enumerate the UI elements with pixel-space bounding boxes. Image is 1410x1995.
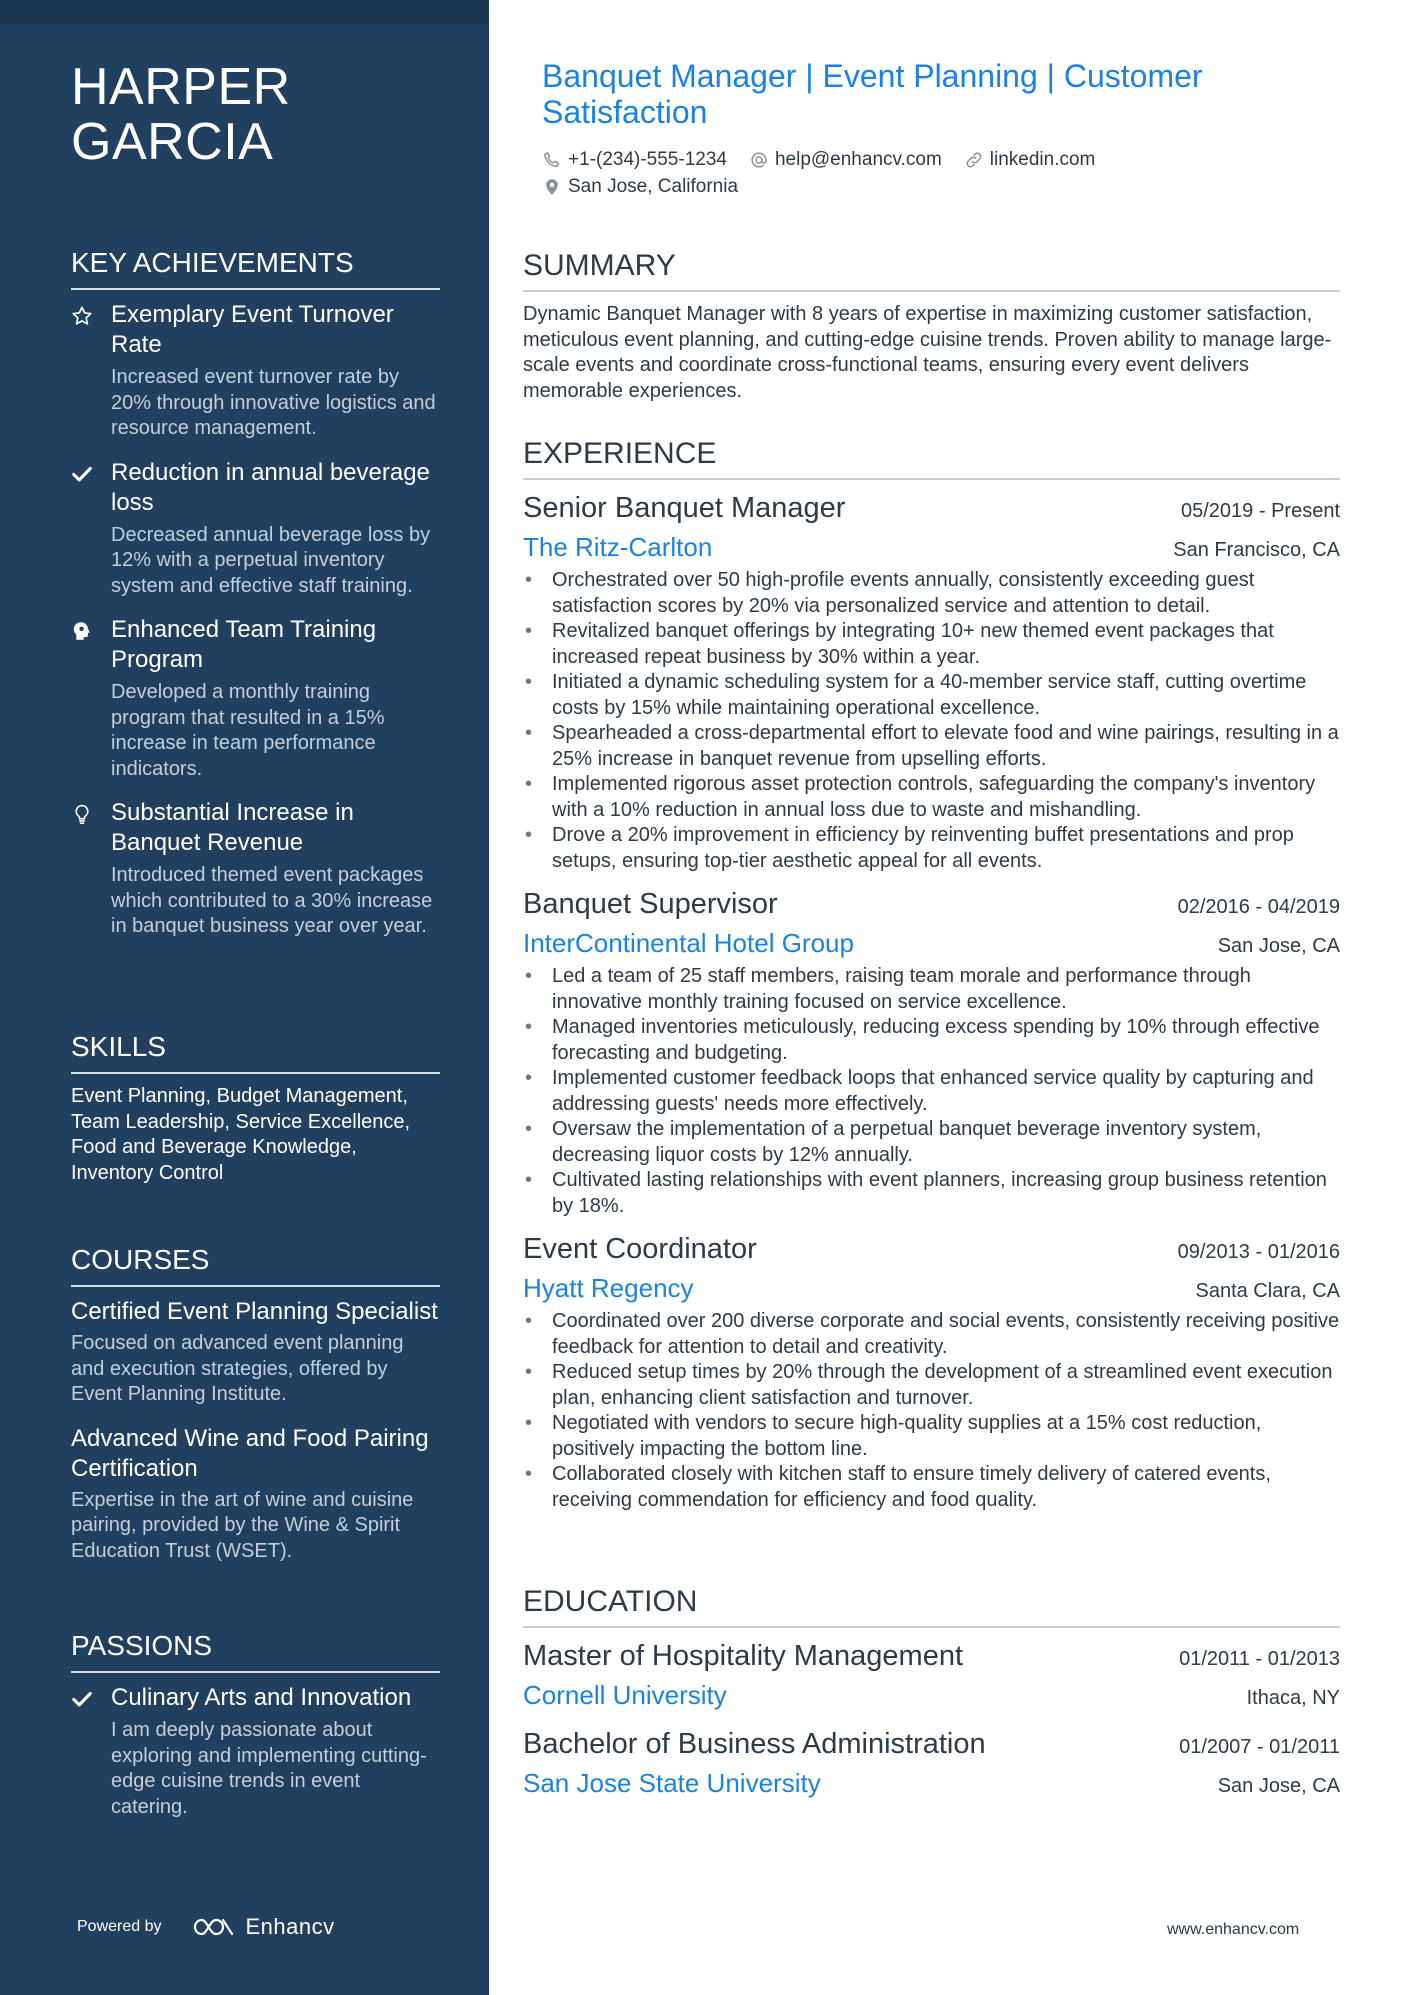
- passions-section: [71, 1629, 440, 1836]
- location-row: [542, 176, 760, 198]
- education-date: 01/2011 - 01/2013: [1179, 1648, 1340, 1670]
- enhancv-logo[interactable]: [190, 1914, 335, 1940]
- job-title: Senior Banquet Manager: [523, 492, 846, 524]
- job-bullets: [523, 568, 1340, 874]
- job-bullet: • Led a team of 25 staff members, raising team morale and performance through innovative monthly training focused on service excellence.: [523, 964, 1340, 1015]
- job-location: San Jose, CA: [1217, 935, 1340, 957]
- job-bullet: • Orchestrated over 50 high-profile events annually, consistently exceeding guest satisfaction scores by 20% via personalized service and attention to detail.: [523, 568, 1340, 619]
- skills-section: [71, 1030, 440, 1186]
- education-entry: [523, 1726, 1340, 1800]
- school-name: Cornell University: [523, 1680, 727, 1710]
- last-name: GARCIA: [71, 113, 274, 171]
- school-location: San Jose, CA: [1217, 1775, 1340, 1797]
- check-icon: [71, 1683, 111, 1820]
- job-title: Event Coordinator: [523, 1233, 757, 1265]
- job-bullet: • Spearheaded a cross-departmental effort to elevate food and wine pairings, resulting in a 25% increase in banquet revenue from upselling efforts.: [523, 721, 1340, 772]
- achievement-desc: Decreased annual beverage loss by 12% with a perpetual inventory system and effective staff training.: [111, 523, 431, 597]
- sidebar-top-bar: [0, 0, 489, 24]
- job-entry: [523, 886, 1340, 1219]
- at-icon: [749, 150, 769, 170]
- job-title: Banquet Supervisor: [523, 888, 778, 920]
- summary-heading: SUMMARY: [523, 248, 1340, 292]
- job-date: 05/2019 - Present: [1181, 500, 1340, 522]
- achievement-title: Substantial Increase in Banquet Revenue: [111, 799, 354, 856]
- job-location: San Francisco, CA: [1173, 539, 1340, 561]
- job-company: InterContinental Hotel Group: [523, 928, 854, 958]
- job-entry: [523, 1231, 1340, 1513]
- experience-heading: EXPERIENCE: [523, 436, 1340, 480]
- first-name: HARPER: [71, 58, 291, 116]
- education-section: [523, 1584, 1340, 1814]
- job-bullet: • Coordinated over 200 diverse corporate and social events, consistently receiving positive feedback for attention to detail and creativity.: [523, 1309, 1340, 1360]
- passion-desc: I am deeply passionate about exploring and implementing cutting-edge cuisine trends in event catering.: [111, 1719, 427, 1818]
- lightbulb-icon: [71, 798, 111, 940]
- course-desc: Expertise in the art of wine and cuisine pairing, provided by the Wine & Spirit Education Trust (WSET).: [71, 1488, 414, 1562]
- achievement-desc: Increased event turnover rate by 20% through innovative logistics and resource management.: [111, 366, 436, 439]
- achievement-desc: Introduced themed event packages which contributed to a 30% increase in banquet business year over year.: [111, 864, 433, 937]
- course-desc: Focused on advanced event planning and execution strategies, offered by Event Planning Institute.: [71, 1332, 404, 1405]
- contact-location: [542, 176, 738, 198]
- summary-section: [523, 248, 1340, 404]
- skills-heading: SKILLS: [71, 1030, 440, 1074]
- sidebar: [0, 0, 489, 1995]
- job-bullet: • Revitalized banquet offerings by integrating 10+ new themed event packages that increased repeat business by 30% within a year.: [523, 619, 1340, 670]
- job-bullet: • Initiated a dynamic scheduling system for a 40-member service staff, cutting overtime costs by 15% while maintaining operational excellence.: [523, 670, 1340, 721]
- achievement-title: Reduction in annual beverage loss: [111, 458, 430, 516]
- job-bullet: • Oversaw the implementation of a perpetual banquet beverage inventory system, decreasing liquor costs by 12% annually.: [523, 1117, 1340, 1168]
- school-name: San Jose State University: [523, 1768, 821, 1798]
- contact-email[interactable]: [749, 149, 942, 171]
- courses-heading: COURSES: [71, 1243, 440, 1287]
- job-bullets: [523, 964, 1340, 1219]
- footer-url[interactable]: www.enhancv.com: [1167, 1921, 1300, 1938]
- phone-icon: [542, 150, 562, 170]
- achievement-title: Exemplary Event Turnover Rate: [111, 301, 394, 358]
- powered-by-label: Powered by: [77, 1918, 162, 1935]
- link-icon: [964, 150, 984, 170]
- job-bullet: • Implemented customer feedback loops that enhanced service quality by capturing and addressing guests' needs more effectively.: [523, 1066, 1340, 1117]
- location-text: San Jose, California: [568, 176, 739, 197]
- job-date: 09/2013 - 01/2016: [1177, 1241, 1340, 1263]
- achievement-item: [71, 300, 440, 442]
- job-bullet: • Drove a 20% improvement in efficiency by reinventing buffet presentations and prop setups, ensuring top-tier aesthetic appeal for all events.: [523, 823, 1340, 874]
- email-text: help@enhancv.com: [774, 149, 942, 170]
- linkedin-text: linkedin.com: [989, 149, 1096, 170]
- candidate-name: [71, 60, 291, 170]
- education-date: 01/2007 - 01/2011: [1179, 1736, 1340, 1758]
- job-bullet: • Reduced setup times by 20% through the development of a streamlined event execution plan, enhancing client satisfaction and turnover.: [523, 1360, 1340, 1411]
- enhancv-brand: Enhancv: [245, 1914, 335, 1939]
- star-icon: [71, 300, 111, 442]
- head-icon: [71, 615, 111, 782]
- achievement-desc: Developed a monthly training program that resulted in a 15% increase in team performance indicators.: [111, 681, 385, 780]
- job-bullet: • Negotiated with vendors to secure high-quality supplies at a 15% cost reduction, positively impacting the bottom line.: [523, 1411, 1340, 1462]
- key-achievements-section: [71, 246, 440, 956]
- course-item: [71, 1297, 440, 1408]
- powered-by: [77, 1914, 335, 1940]
- contact-linkedin[interactable]: [964, 149, 1096, 171]
- passion-title: Culinary Arts and Innovation: [111, 1684, 412, 1711]
- degree-title: Master of Hospitality Management: [523, 1640, 964, 1672]
- experience-section: [523, 436, 1340, 1525]
- contact-row: [542, 149, 1117, 171]
- job-entry: [523, 490, 1340, 874]
- headline: Banquet Manager | Event Planning | Customer Satisfaction: [542, 58, 1203, 130]
- course-title: Certified Event Planning Specialist: [71, 1298, 438, 1325]
- job-bullet: • Implemented rigorous asset protection controls, safeguarding the company's inventory with a 10% reduction in annual loss due to waste and mishandling.: [523, 772, 1340, 823]
- job-company: The Ritz-Carlton: [523, 532, 713, 562]
- location-pin-icon: [542, 177, 562, 197]
- contact-phone[interactable]: [542, 149, 727, 171]
- job-location: Santa Clara, CA: [1195, 1280, 1340, 1302]
- infinity-icon: [190, 1915, 238, 1939]
- education-entry: [523, 1638, 1340, 1712]
- job-date: 02/2016 - 04/2019: [1177, 896, 1340, 918]
- job-bullet: • Managed inventories meticulously, reducing excess spending by 10% through effective forecasting and budgeting.: [523, 1015, 1340, 1066]
- achievement-item: [71, 615, 440, 782]
- course-item: [71, 1424, 440, 1565]
- summary-text: Dynamic Banquet Manager with 8 years of expertise in maximizing customer satisfaction, meticulous event planning, and cutting-edge cuisine trends. Proven ability to manage large-scale events and coordinate cross-functional teams, ensuring every event delivers memorable experiences.: [523, 303, 1332, 402]
- skills-list: Event Planning, Budget Management, Team Leadership, Service Excellence, Food and Beverage Knowledge, Inventory Control: [71, 1085, 411, 1184]
- passions-heading: PASSIONS: [71, 1629, 440, 1673]
- courses-section: [71, 1243, 440, 1580]
- check-icon: [71, 458, 111, 600]
- achievement-title: Enhanced Team Training Program: [111, 616, 377, 673]
- education-heading: EDUCATION: [523, 1584, 1340, 1628]
- school-location: Ithaca, NY: [1246, 1687, 1340, 1709]
- job-bullet: • Cultivated lasting relationships with event planners, increasing group business retention by 18%.: [523, 1168, 1340, 1219]
- achievement-item: [71, 458, 440, 600]
- job-company: Hyatt Regency: [523, 1273, 694, 1303]
- key-achievements-heading: KEY ACHIEVEMENTS: [71, 246, 440, 290]
- phone-text: +1-(234)-555-1234: [568, 149, 727, 170]
- degree-title: Bachelor of Business Administration: [523, 1728, 986, 1760]
- job-bullet: • Collaborated closely with kitchen staff to ensure timely delivery of catered events, receiving commendation for efficiency and food quality.: [523, 1462, 1340, 1513]
- passion-item: [71, 1683, 440, 1820]
- achievement-item: [71, 798, 440, 940]
- course-title: Advanced Wine and Food Pairing Certification: [71, 1424, 429, 1482]
- job-bullets: [523, 1309, 1340, 1513]
